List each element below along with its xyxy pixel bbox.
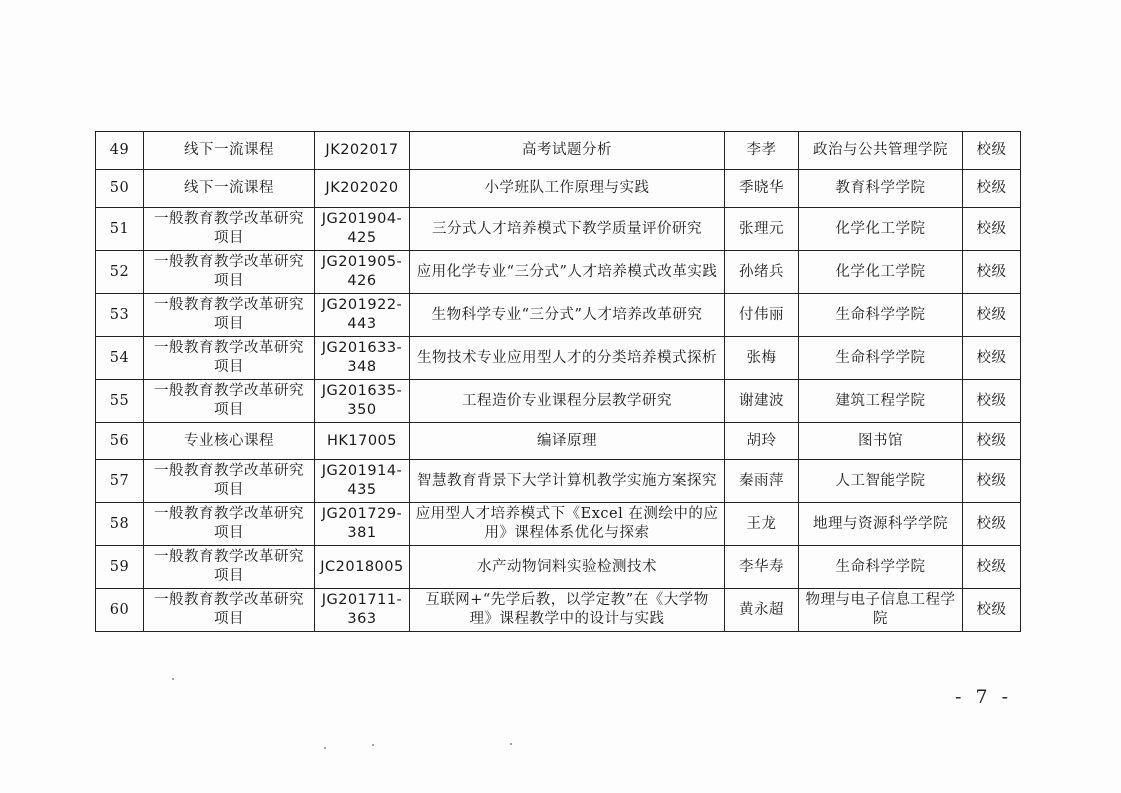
table-row bbox=[96, 503, 1021, 546]
college-name: 物理与电子信息工程学院 bbox=[799, 589, 963, 632]
project-code: JG201633-348 bbox=[315, 337, 410, 380]
project-type: 一般教育教学改革研究项目 bbox=[144, 589, 315, 632]
project-title: 应用化学专业“三分式”人才培养模式改革实践 bbox=[410, 251, 725, 294]
project-code: JG201711-363 bbox=[315, 589, 410, 632]
project-leader: 王龙 bbox=[725, 503, 799, 546]
project-level: 校级 bbox=[963, 380, 1021, 423]
project-title: 工程造价专业课程分层教学研究 bbox=[410, 380, 725, 423]
scan-speck bbox=[510, 743, 512, 745]
project-leader: 孙绪兵 bbox=[725, 251, 799, 294]
project-level: 校级 bbox=[963, 337, 1021, 380]
page-number: - 7 - bbox=[955, 686, 1013, 708]
table-row bbox=[96, 546, 1021, 589]
table-row bbox=[96, 589, 1021, 632]
project-title: 三分式人才培养模式下教学质量评价研究 bbox=[410, 208, 725, 251]
project-code: HK17005 bbox=[315, 423, 410, 460]
college-name: 化学化工学院 bbox=[799, 251, 963, 294]
college-name: 生命科学学院 bbox=[799, 294, 963, 337]
project-title: 生物技术专业应用型人才的分类培养模式探析 bbox=[410, 337, 725, 380]
project-leader: 季晓华 bbox=[725, 170, 799, 208]
table-row bbox=[96, 337, 1021, 380]
project-table bbox=[95, 131, 1021, 632]
scan-speck bbox=[372, 744, 374, 746]
table-row bbox=[96, 208, 1021, 251]
row-number: 51 bbox=[96, 208, 144, 251]
college-name: 地理与资源科学学院 bbox=[799, 503, 963, 546]
project-type: 线下一流课程 bbox=[144, 132, 315, 170]
college-name: 生命科学学院 bbox=[799, 337, 963, 380]
project-type: 一般教育教学改革研究项目 bbox=[144, 208, 315, 251]
row-number: 56 bbox=[96, 423, 144, 460]
table-row bbox=[96, 132, 1021, 170]
project-title: 互联网+“先学后教，以学定教”在《大学物理》课程教学中的设计与实践 bbox=[410, 589, 725, 632]
row-number: 55 bbox=[96, 380, 144, 423]
project-level: 校级 bbox=[963, 423, 1021, 460]
project-leader: 李孝 bbox=[725, 132, 799, 170]
project-type: 一般教育教学改革研究项目 bbox=[144, 503, 315, 546]
row-number: 49 bbox=[96, 132, 144, 170]
project-leader: 秦雨萍 bbox=[725, 460, 799, 503]
project-level: 校级 bbox=[963, 589, 1021, 632]
row-number: 50 bbox=[96, 170, 144, 208]
project-level: 校级 bbox=[963, 170, 1021, 208]
project-type: 一般教育教学改革研究项目 bbox=[144, 380, 315, 423]
college-name: 政治与公共管理学院 bbox=[799, 132, 963, 170]
project-code: JC2018005 bbox=[315, 546, 410, 589]
college-name: 生命科学学院 bbox=[799, 546, 963, 589]
college-name: 图书馆 bbox=[799, 423, 963, 460]
project-leader: 张理元 bbox=[725, 208, 799, 251]
college-name: 建筑工程学院 bbox=[799, 380, 963, 423]
project-code: JK202020 bbox=[315, 170, 410, 208]
project-title: 高考试题分析 bbox=[410, 132, 725, 170]
table-body bbox=[96, 132, 1021, 632]
project-title: 生物科学专业“三分式”人才培养改革研究 bbox=[410, 294, 725, 337]
project-code: JG201904-425 bbox=[315, 208, 410, 251]
project-leader: 谢建波 bbox=[725, 380, 799, 423]
project-code: JG201635-350 bbox=[315, 380, 410, 423]
project-code: JG201922-443 bbox=[315, 294, 410, 337]
row-number: 60 bbox=[96, 589, 144, 632]
project-code: JG201914-435 bbox=[315, 460, 410, 503]
row-number: 52 bbox=[96, 251, 144, 294]
scan-speck bbox=[172, 678, 174, 680]
project-leader: 黄永超 bbox=[725, 589, 799, 632]
table-row bbox=[96, 460, 1021, 503]
project-type: 一般教育教学改革研究项目 bbox=[144, 294, 315, 337]
row-number: 58 bbox=[96, 503, 144, 546]
project-level: 校级 bbox=[963, 460, 1021, 503]
project-leader: 张梅 bbox=[725, 337, 799, 380]
project-level: 校级 bbox=[963, 208, 1021, 251]
project-leader: 李华寿 bbox=[725, 546, 799, 589]
project-code: JG201905-426 bbox=[315, 251, 410, 294]
row-number: 57 bbox=[96, 460, 144, 503]
row-number: 53 bbox=[96, 294, 144, 337]
project-level: 校级 bbox=[963, 503, 1021, 546]
project-level: 校级 bbox=[963, 546, 1021, 589]
project-level: 校级 bbox=[963, 132, 1021, 170]
project-leader: 胡玲 bbox=[725, 423, 799, 460]
scan-speck bbox=[324, 747, 326, 749]
college-name: 化学化工学院 bbox=[799, 208, 963, 251]
project-code: JK202017 bbox=[315, 132, 410, 170]
project-leader: 付伟丽 bbox=[725, 294, 799, 337]
project-title: 水产动物饲料实验检测技术 bbox=[410, 546, 725, 589]
row-number: 54 bbox=[96, 337, 144, 380]
college-name: 教育科学学院 bbox=[799, 170, 963, 208]
college-name: 人工智能学院 bbox=[799, 460, 963, 503]
project-type: 线下一流课程 bbox=[144, 170, 315, 208]
project-title: 应用型人才培养模式下《Excel 在测绘中的应用》课程体系优化与探索 bbox=[410, 503, 725, 546]
row-number: 59 bbox=[96, 546, 144, 589]
project-type: 一般教育教学改革研究项目 bbox=[144, 460, 315, 503]
project-type: 专业核心课程 bbox=[144, 423, 315, 460]
table-row bbox=[96, 423, 1021, 460]
project-level: 校级 bbox=[963, 294, 1021, 337]
project-type: 一般教育教学改革研究项目 bbox=[144, 546, 315, 589]
project-title: 编译原理 bbox=[410, 423, 725, 460]
project-level: 校级 bbox=[963, 251, 1021, 294]
table-row bbox=[96, 170, 1021, 208]
project-title: 智慧教育背景下大学计算机教学实施方案探究 bbox=[410, 460, 725, 503]
project-type: 一般教育教学改革研究项目 bbox=[144, 337, 315, 380]
table-row bbox=[96, 380, 1021, 423]
project-code: JG201729-381 bbox=[315, 503, 410, 546]
table-row bbox=[96, 251, 1021, 294]
project-title: 小学班队工作原理与实践 bbox=[410, 170, 725, 208]
table-row bbox=[96, 294, 1021, 337]
project-type: 一般教育教学改革研究项目 bbox=[144, 251, 315, 294]
